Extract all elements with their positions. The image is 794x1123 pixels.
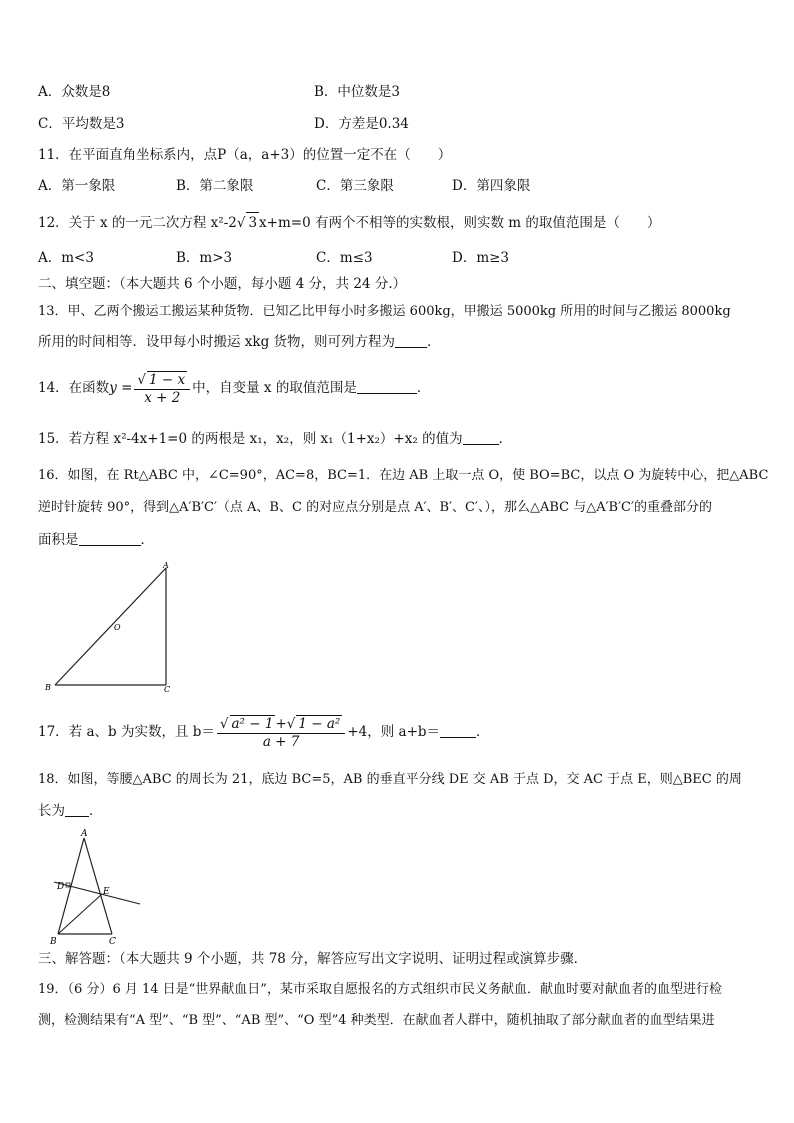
- q12-stem-part-c: x+m=0 有两个不相等的实数根，则实数 m 的取值范围是（ ）: [259, 215, 661, 231]
- q16-triangle-figure: [40, 560, 180, 695]
- q14-pre: 14．在函数: [38, 380, 110, 396]
- q19-line-1: 19．（6 分）6 月 14 日是“世界献血日”，某市采取自愿报名的方式组织市民义务献血．献血时要对献血者的血型进行检: [38, 982, 722, 997]
- q17-end: ．: [476, 724, 490, 740]
- q17-radicand-a: a² − 1: [231, 715, 274, 732]
- q18-end: ．: [89, 803, 103, 819]
- q15-line: [38, 429, 512, 449]
- q17-pre: 17．若 a、b 为实数，且 b＝: [38, 724, 215, 740]
- q14-y: y =: [109, 380, 133, 396]
- q18-triangle-figure: [46, 826, 146, 948]
- q18-line-2: [38, 801, 103, 821]
- q12-option-b: B．m>3: [176, 250, 233, 266]
- q11-option-c: C．第三象限: [316, 178, 394, 194]
- q14-fraction: $\frac{√ 1 - x}{x + 2}$: [134, 371, 190, 407]
- q15-answer-blank: [463, 430, 499, 445]
- section-2-heading: 二、填空题：（本大题共 6 个小题，每小题 4 分，共 24 分.）: [38, 276, 407, 292]
- q18-label-b: B: [50, 937, 57, 947]
- q14-end: ．: [416, 380, 431, 396]
- q10-option-a: A．众数是8: [38, 84, 111, 100]
- q16-line-3-text: 面积是: [38, 532, 79, 548]
- q15-text: 15．若方程 x²-4x+1=0 的两根是 x₁，x₂，则 x₁（1+x₂）+x₂ 的值为: [38, 431, 463, 447]
- q16-line-2: 逆时针旋转 90°，得到△A′B′C′（点 A、B、C 的对应点分别是点 A′、B′、C′、），那么△ABC 与△A′B′C′的重叠部分的: [38, 500, 712, 515]
- q17-radicand-b: 1 − a²: [298, 715, 341, 732]
- q11-option-d: D．第四象限: [452, 178, 531, 194]
- q17-post: +4，则 a+b＝: [347, 724, 441, 740]
- q14-line: [38, 368, 430, 408]
- q16-line-3: [38, 530, 154, 550]
- q13-line-2-text: 所用的时间相等．设甲每小时搬运 xkg 货物，则可列方程为: [38, 334, 396, 350]
- q16-end: ．: [140, 532, 154, 548]
- q18-label-e: E: [103, 887, 110, 897]
- q12-option-a: A．m<3: [38, 250, 94, 266]
- q10-option-b: B．中位数是3: [314, 84, 401, 100]
- q16-side-ab: [55, 568, 166, 685]
- q16-label-a: A: [163, 561, 169, 570]
- q12-sqrt-radicand: 3: [246, 212, 259, 233]
- q16-label-c: C: [164, 685, 171, 694]
- q16-label-b: B: [45, 683, 51, 692]
- q17-plus: +: [275, 715, 287, 732]
- q13-line-1: 13．甲、乙两个搬运工搬运某种货物．已知乙比甲每小时多搬运 600kg，甲搬运 5000kg 所用的时间与乙搬运 8000kg: [38, 304, 731, 319]
- q12-stem-part-a: 12．关于 x 的一元二次方程 x²-2: [38, 215, 237, 231]
- q18-label-a: A: [81, 829, 88, 839]
- q14-answer-blank: [357, 379, 417, 394]
- q13-end: ．: [427, 334, 441, 350]
- q13-line-2: [38, 332, 441, 352]
- q17-line: [38, 712, 490, 752]
- q12-option-d: D．m≥3: [452, 250, 510, 266]
- q13-answer-blank: [395, 333, 427, 348]
- q18-label-d: D: [57, 882, 65, 892]
- q14-numerator: 1 − x: [149, 371, 186, 388]
- q18-line-1: 18．如图，等腰△ABC 的周长为 21，底边 BC=5，AB 的垂直平分线 DE 交 AB 于点 D，交 AC 于点 E，则△BEC 的周: [38, 772, 742, 787]
- q16-answer-blank: [79, 531, 141, 546]
- q17-answer-blank: [440, 723, 476, 738]
- q10-option-c: C．平均数是3: [38, 116, 125, 132]
- q18-answer-blank: [65, 802, 89, 817]
- q11-option-b: B．第二象限: [176, 178, 254, 194]
- q18-label-c: C: [109, 937, 116, 947]
- q10-option-d: D．方差是0.34: [314, 116, 409, 132]
- q18-segment-be: [58, 894, 102, 934]
- q16-label-o: O: [114, 623, 121, 632]
- sqrt-sign: √: [236, 215, 246, 231]
- q17-fraction: $\frac{\text{√ a² − 1 +√ 1 − a²}}{a + 7}$: [217, 715, 345, 751]
- q12-option-c: C．m≤3: [316, 250, 373, 266]
- q14-post: 中，自变量 x 的取值范围是: [192, 380, 357, 396]
- q11-stem: 11．在平面直角坐标系内，点P（a，a+3）的位置一定不在（ ）: [38, 147, 452, 163]
- q17-denominator: a + 7: [262, 733, 300, 750]
- q15-end: ．: [498, 431, 513, 447]
- q18-line-2-text: 长为: [38, 803, 65, 819]
- q18-side-ac: [84, 838, 112, 934]
- q16-line-1: 16．如图，在 Rt△ABC 中，∠C=90°，AC=8，BC=1．在边 AB 上取一点 O，使 BO=BC，以点 O 为旋转中心，把△ABC: [38, 468, 769, 483]
- q11-option-a: A．第一象限: [38, 178, 116, 194]
- q12-stem: [38, 212, 660, 233]
- q14-denominator: x + 2: [144, 389, 181, 406]
- section-3-heading: 三、解答题：（本大题共 9 个小题，共 78 分，解答应写出文字说明、证明过程或演算步骤．: [38, 951, 588, 967]
- q19-line-2: 测，检测结果有“A 型”、“B 型”、“AB 型”、“O 型”4 种类型．在献血者人群中，随机抽取了部分献血者的血型结果进: [38, 1013, 715, 1028]
